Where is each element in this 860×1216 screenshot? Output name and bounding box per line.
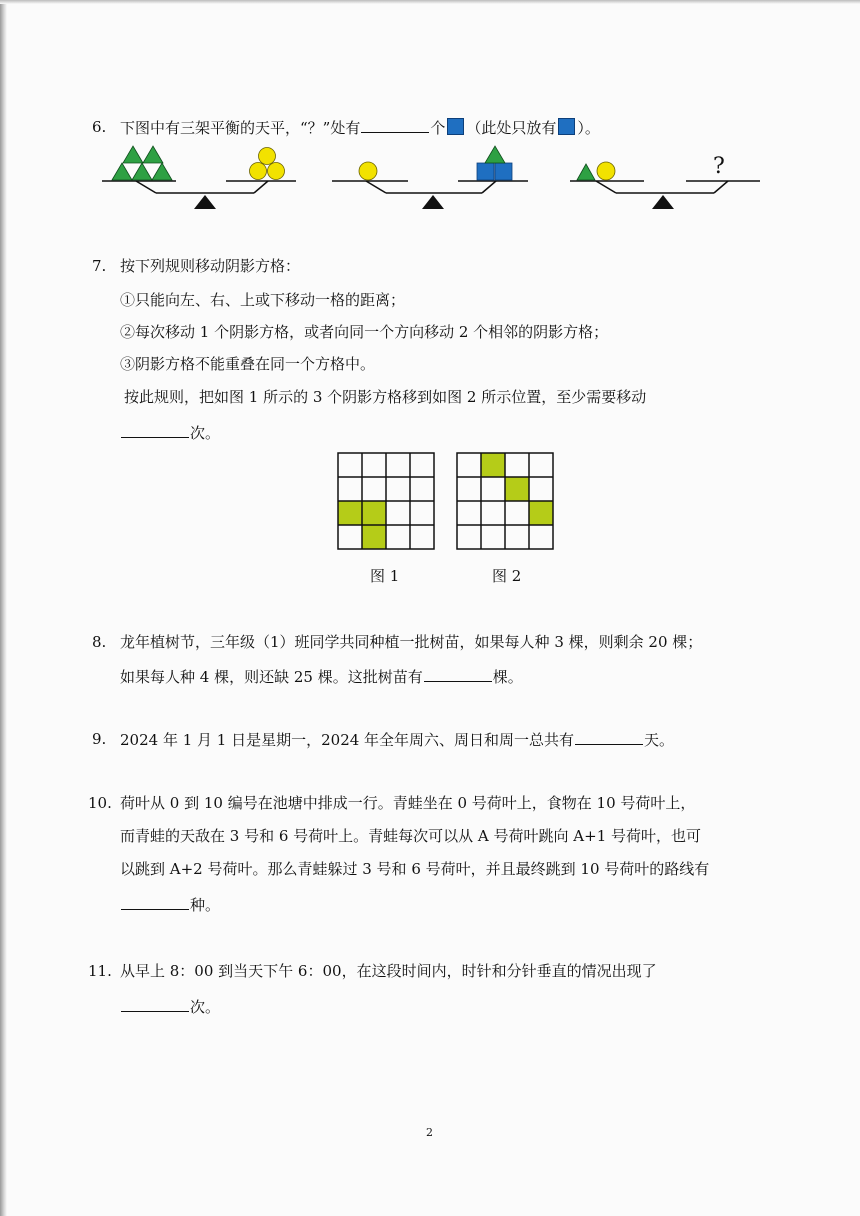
green-triangle-icon [123, 146, 143, 163]
page-top-edge [0, 0, 860, 4]
green-triangle-icon [112, 163, 132, 180]
yellow-circle-icon [259, 148, 276, 165]
q11-answer-blank[interactable] [121, 996, 189, 1012]
q7-grid-figure-1 [337, 452, 437, 552]
q7-fig1-caption: 图 1 [370, 567, 400, 585]
q7-grid-figure-2 [456, 452, 556, 552]
q7-answer-blank[interactable] [121, 422, 189, 438]
q9-text-a: 2024 年 1 月 1 日是星期一，2024 年全年周六、周日和周一总共有 [120, 731, 575, 749]
blue-square-icon [558, 118, 575, 135]
q11-number: 11. [88, 962, 112, 980]
green-triangle-icon [132, 163, 152, 180]
green-triangle-icon [577, 164, 595, 180]
q6-number: 6. [92, 118, 107, 136]
page-left-edge [0, 0, 7, 1216]
green-triangle-icon [485, 146, 505, 163]
q10-line-4-tail: 种。 [190, 896, 221, 914]
q6-balances-figure [96, 142, 776, 212]
blue-square-icon [495, 163, 512, 180]
q7-number: 7. [92, 257, 107, 275]
q8-line-2-b: 棵。 [492, 668, 523, 686]
yellow-circle-icon [268, 163, 285, 180]
q7-intro: 按下列规则移动阴影方格： [120, 257, 301, 275]
q7-fig2-caption: 图 2 [492, 567, 522, 585]
q6-answer-blank[interactable] [361, 117, 429, 133]
q10-line-4 [120, 894, 220, 915]
q11-line-1: 从早上 8：00 到当天下午 6：00，在这段时间内，时针和分针垂直的情况出现了 [120, 962, 657, 980]
q8-line-1: 龙年植树节，三年级（1）班同学共同种植一批树苗，如果每人种 3 棵，则剩余 20 棵； [120, 633, 703, 651]
balance-3 [570, 154, 760, 209]
page-number: 2 [426, 1126, 433, 1139]
q10-line-1: 荷叶从 0 到 10 编号在池塘中排成一行。青蛙坐在 0 号荷叶上，食物在 10 号荷叶上， [120, 794, 696, 812]
q8-line-2-a: 如果每人种 4 棵，则还缺 25 棵。这批树苗有 [120, 668, 423, 686]
q10-number: 10. [88, 794, 112, 812]
q6-text-c: （此处只放有 [466, 119, 557, 137]
q6-text-b: 个 [430, 119, 446, 137]
q9-number: 9. [92, 730, 107, 748]
blue-square-icon [477, 163, 494, 180]
yellow-circle-icon [250, 163, 267, 180]
q7-line-4: 按此规则，把如图 1 所示的 3 个阴影方格移到如图 2 所示位置，至少需要移动 [124, 388, 647, 406]
q8-line-2 [120, 666, 523, 687]
q7-rule-3: ③阴影方格不能重叠在同一个方格中。 [120, 355, 376, 373]
q10-line-2: 而青蛙的天敌在 3 号和 6 号荷叶上。青蛙每次可以从 A 号荷叶跳向 A+1 号荷叶，也可 [120, 827, 702, 845]
q10-answer-blank[interactable] [121, 894, 189, 910]
green-triangle-icon [152, 163, 172, 180]
q6-text-a: 下图中有三架平衡的天平，“？”处有 [120, 119, 361, 137]
q8-answer-blank[interactable] [424, 666, 492, 682]
question-mark: ? [713, 154, 725, 179]
balance-1 [102, 146, 296, 209]
q7-rule-2: ②每次移动 1 个阴影方格，或者向同一个方向移动 2 个相邻的阴影方格； [120, 323, 609, 341]
q7-rule-1: ①只能向左、右、上或下移动一格的距离； [120, 291, 406, 309]
q7-line-5 [120, 422, 220, 443]
green-triangle-icon [143, 146, 163, 163]
blue-square-icon [447, 118, 464, 135]
q8-number: 8. [92, 633, 107, 651]
q9-text [120, 729, 674, 750]
yellow-circle-icon [359, 162, 377, 180]
q7-line-5-tail: 次。 [190, 424, 221, 442]
q11-line-2 [120, 996, 220, 1017]
q6-text [120, 117, 600, 138]
yellow-circle-icon [597, 162, 615, 180]
q9-answer-blank[interactable] [575, 729, 643, 745]
q11-line-2-tail: 次。 [190, 998, 221, 1016]
q6-text-d: ）。 [577, 119, 600, 137]
q9-text-b: 天。 [644, 731, 675, 749]
q10-line-3: 以跳到 A+2 号荷叶。那么青蛙躲过 3 号和 6 号荷叶，并且最终跳到 10 号荷叶的路线有 [120, 860, 710, 878]
balance-2 [332, 146, 528, 209]
